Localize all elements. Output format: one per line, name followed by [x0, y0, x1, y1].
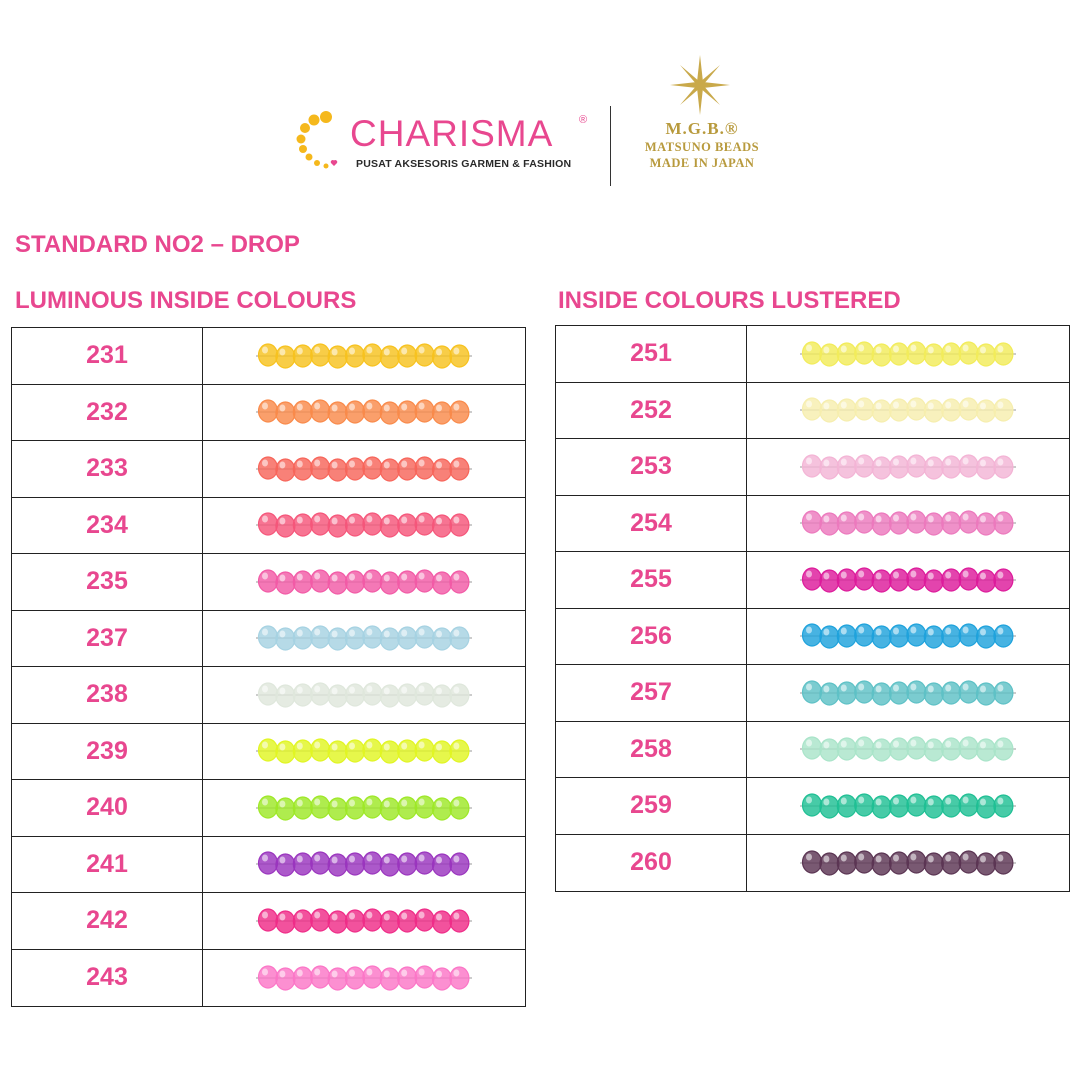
table-row — [12, 611, 525, 668]
table-row — [12, 385, 525, 442]
bead-swatch-cell — [747, 665, 1069, 721]
bead-swatch-cell — [203, 780, 525, 836]
bead-strand-swatch — [254, 791, 474, 825]
table-row — [556, 326, 1069, 383]
bead-strand-swatch — [254, 904, 474, 938]
lustered-colours-table — [555, 325, 1070, 892]
dots-arc-icon — [296, 110, 346, 172]
bead-swatch-cell — [747, 383, 1069, 439]
table-row — [556, 778, 1069, 835]
table-row — [12, 667, 525, 724]
bead-swatch-cell — [203, 950, 525, 1007]
table-row — [12, 950, 525, 1007]
bead-strand-swatch — [798, 337, 1018, 371]
colour-code: 232 — [12, 385, 203, 441]
bead-strand-swatch — [798, 846, 1018, 880]
bead-strand-swatch — [254, 565, 474, 599]
bead-swatch-cell — [203, 441, 525, 497]
bead-swatch-cell — [747, 778, 1069, 834]
table-row — [556, 835, 1069, 892]
compass-star-icon — [670, 55, 730, 115]
bead-swatch-cell — [203, 498, 525, 554]
luminous-colours-table — [11, 327, 526, 1007]
bead-strand-swatch — [798, 619, 1018, 653]
page-title: STANDARD NO2 – DROP — [15, 231, 300, 258]
colour-code: 256 — [556, 609, 747, 665]
colour-code: 257 — [556, 665, 747, 721]
mgb-origin: MADE IN JAPAN — [649, 156, 755, 170]
bead-strand-swatch — [254, 395, 474, 429]
colour-code: 234 — [12, 498, 203, 554]
logo-divider — [610, 106, 611, 186]
table-row — [556, 552, 1069, 609]
table-row — [556, 439, 1069, 496]
colour-code: 233 — [12, 441, 203, 497]
colour-code: 260 — [556, 835, 747, 892]
colour-code: 254 — [556, 496, 747, 552]
table-row — [556, 496, 1069, 553]
table-row — [12, 780, 525, 837]
colour-code: 238 — [12, 667, 203, 723]
colour-code: 258 — [556, 722, 747, 778]
bead-strand-swatch — [254, 508, 474, 542]
bead-swatch-cell — [747, 496, 1069, 552]
bead-strand-swatch — [254, 734, 474, 768]
bead-swatch-cell — [203, 837, 525, 893]
bead-strand-swatch — [798, 789, 1018, 823]
colour-code: 243 — [12, 950, 203, 1007]
colour-code: 241 — [12, 837, 203, 893]
mgb-company: MATSUNO BEADS — [644, 140, 760, 154]
bead-swatch-cell — [203, 385, 525, 441]
bead-swatch-cell — [747, 835, 1069, 892]
bead-strand-swatch — [254, 678, 474, 712]
brand-name: CHARISMA — [350, 113, 554, 154]
colour-code: 251 — [556, 326, 747, 382]
colour-code: 253 — [556, 439, 747, 495]
table-row — [556, 609, 1069, 666]
colour-code: 231 — [12, 328, 203, 384]
colour-code: 259 — [556, 778, 747, 834]
colour-code: 255 — [556, 552, 747, 608]
bead-strand-swatch — [254, 847, 474, 881]
table-row — [556, 383, 1069, 440]
left-table-heading: LUMINOUS INSIDE COLOURS — [15, 287, 357, 314]
brand-tagline: PUSAT AKSESORIS GARMEN & FASHION — [356, 158, 572, 170]
bead-strand-swatch — [254, 452, 474, 486]
bead-swatch-cell — [203, 724, 525, 780]
colour-code: 239 — [12, 724, 203, 780]
bead-swatch-cell — [747, 609, 1069, 665]
registered-mark: ® — [579, 114, 588, 126]
table-row — [12, 498, 525, 555]
bead-swatch-cell — [203, 554, 525, 610]
bead-swatch-cell — [203, 328, 525, 384]
bead-strand-swatch — [798, 732, 1018, 766]
table-row — [12, 893, 525, 950]
bead-swatch-cell — [203, 667, 525, 723]
bead-strand-swatch — [798, 506, 1018, 540]
bead-swatch-cell — [747, 722, 1069, 778]
table-row — [556, 665, 1069, 722]
bead-strand-swatch — [798, 393, 1018, 427]
table-row — [556, 722, 1069, 779]
colour-code: 237 — [12, 611, 203, 667]
colour-code: 235 — [12, 554, 203, 610]
colour-code: 242 — [12, 893, 203, 949]
bead-swatch-cell — [747, 326, 1069, 382]
bead-strand-swatch — [254, 961, 474, 995]
table-row — [12, 837, 525, 894]
table-row — [12, 554, 525, 611]
charisma-logo — [296, 110, 596, 176]
bead-strand-swatch — [798, 676, 1018, 710]
mgb-logo — [634, 55, 774, 180]
bead-strand-swatch — [254, 339, 474, 373]
right-table-heading: INSIDE COLOURS LUSTERED — [558, 287, 901, 314]
bead-strand-swatch — [254, 621, 474, 655]
colour-code: 240 — [12, 780, 203, 836]
bead-strand-swatch — [798, 450, 1018, 484]
table-row — [12, 328, 525, 385]
colour-code: 252 — [556, 383, 747, 439]
table-row — [12, 724, 525, 781]
bead-strand-swatch — [798, 563, 1018, 597]
bead-swatch-cell — [203, 611, 525, 667]
bead-swatch-cell — [747, 552, 1069, 608]
bead-swatch-cell — [203, 893, 525, 949]
table-row — [12, 441, 525, 498]
mgb-title: M.G.B.® — [665, 119, 739, 138]
bead-swatch-cell — [747, 439, 1069, 495]
